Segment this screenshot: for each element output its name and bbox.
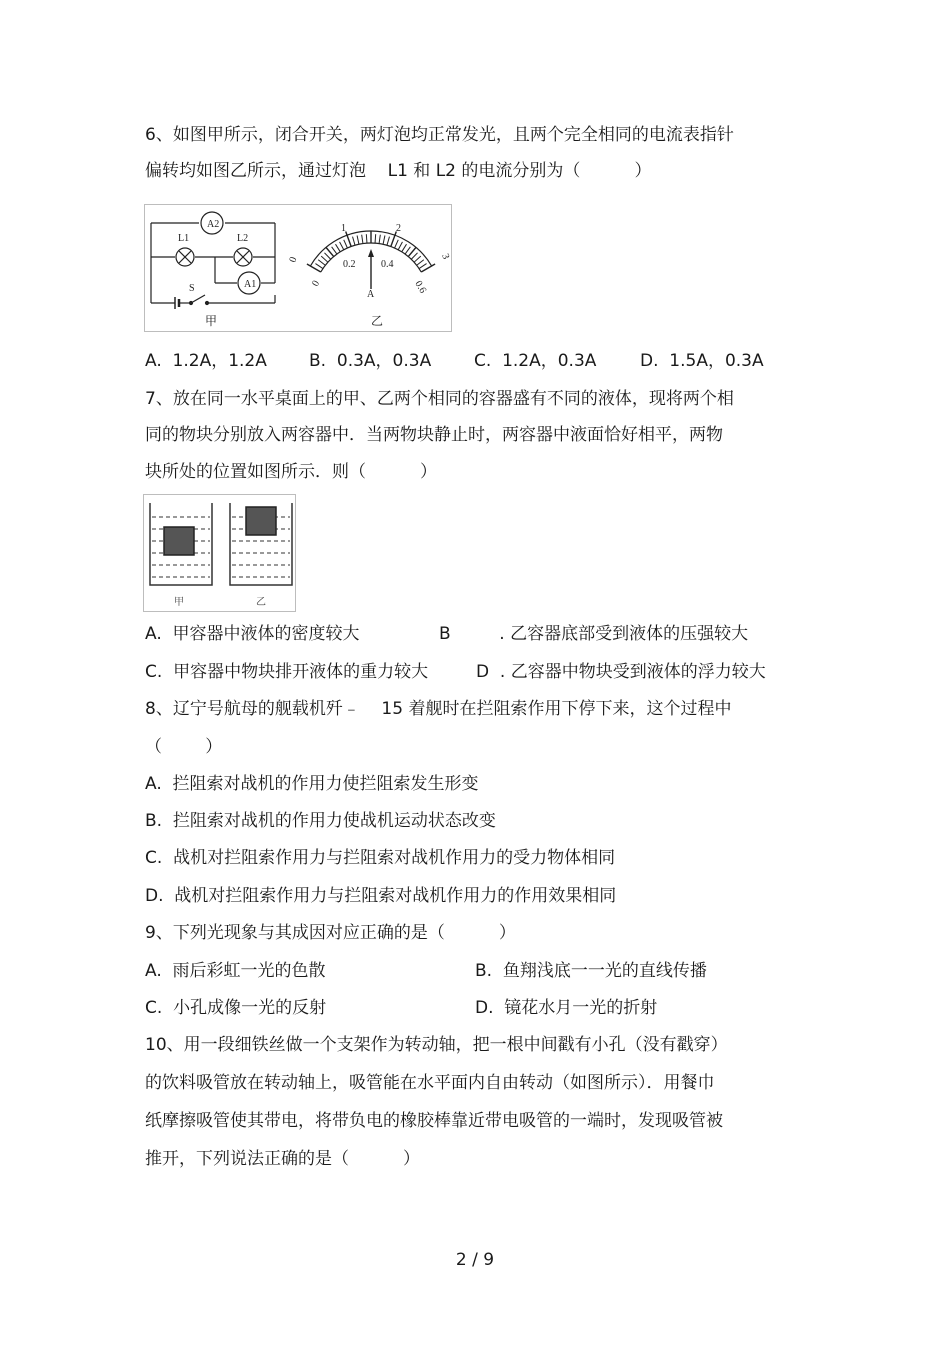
q9-option-b[interactable]: B. 鱼翔浅底一一光的直线传播 <box>475 961 707 981</box>
dial-tick <box>411 253 417 259</box>
dial-bottom-02: 0.2 <box>343 259 356 270</box>
dial-needle-label: A <box>367 289 375 300</box>
q6-option-c[interactable]: C. 1.2A，0.3A <box>474 351 597 371</box>
block-jia-icon <box>164 527 194 555</box>
dial-tick <box>318 260 325 266</box>
q8-option-d[interactable]: D. 战机对拦阻索作用力与拦阻索对战机作用力的作用效果相同 <box>145 886 617 906</box>
block-yi-icon <box>246 507 276 535</box>
q6-option-d[interactable]: D. 1.5A，0.3A <box>640 351 764 371</box>
a2-label: A2 <box>207 219 220 230</box>
dial-bottom-06: 0.6 <box>412 279 429 296</box>
dial-tick <box>402 244 407 252</box>
a1-label: A1 <box>244 279 257 290</box>
dial-tick <box>398 242 402 250</box>
dial-tick <box>324 253 330 259</box>
q8-option-a[interactable]: A. 拦阻索对战机的作用力使拦阻索发生形变 <box>145 774 479 794</box>
dial-tick <box>353 237 355 246</box>
dial-tick <box>417 260 424 266</box>
q9-option-a[interactable]: A. 雨后彩虹一光的色散 <box>145 961 326 981</box>
q7-figure <box>143 494 296 612</box>
dial-top-1: 1 <box>341 223 346 234</box>
dial-top-2: 2 <box>396 223 401 234</box>
q7-stem-line2: 同的物块分别放入两容器中．当两物块静止时，两容器中液面恰好相平，两物 <box>145 425 723 445</box>
q7-option-a[interactable]: A. 甲容器中液体的密度较大 <box>145 624 360 644</box>
q9-option-c[interactable]: C. 小孔成像一光的反射 <box>145 998 327 1018</box>
q7-fig-yi-label: 乙 <box>256 597 266 608</box>
q10-stem-line1: 10、用一段细铁丝做一个支架作为转动轴，把一根中间戳有小孔（没有戳穿） <box>145 1035 728 1055</box>
q10-stem-line2: 的饮料吸管放在转动轴上，吸管能在水平面内自由转动（如图所示）．用餐巾 <box>145 1073 715 1093</box>
dial-tick <box>362 235 363 244</box>
l1-label: L1 <box>178 233 190 244</box>
dial-tick <box>366 234 367 243</box>
dial-tick <box>414 256 421 262</box>
q8-option-b[interactable]: B. 拦阻索对战机的作用力使战机运动状态改变 <box>145 811 496 831</box>
q7-fig-jia-label: 甲 <box>174 597 184 608</box>
dial-tick <box>332 247 337 254</box>
dial-tick <box>335 244 340 252</box>
q6-option-a[interactable]: A. 1.2A，1.2A <box>145 351 267 371</box>
dial-tick <box>344 240 348 248</box>
fig-jia-label: 甲 <box>205 314 218 328</box>
dial-tick <box>379 235 380 244</box>
q10-stem-line4: 推开，下列说法正确的是（ ） <box>145 1149 421 1169</box>
l2-label: L2 <box>237 233 249 244</box>
q6-stem-line1: 6、如图甲所示，闭合开关，两灯泡均正常发光，且两个完全相同的电流表指针 <box>145 125 734 145</box>
switch-label: S <box>189 283 195 294</box>
q7-option-c[interactable]: C. 甲容器中物块排开液体的重力较大 <box>145 662 429 682</box>
q9-stem-line1: 9、下列光现象与其成因对应正确的是（ ） <box>145 923 516 943</box>
dial-tick <box>315 264 322 269</box>
q7-option-d[interactable]: D . 乙容器中物块受到液体的浮力较大 <box>476 662 766 682</box>
dial-top-3: 3 <box>439 252 451 261</box>
q7-option-b[interactable]: B . 乙容器底部受到液体的压强较大 <box>439 624 749 644</box>
dial-tick <box>340 242 344 250</box>
q9-option-d[interactable]: D. 镜花水月一光的折射 <box>475 998 658 1018</box>
q10-stem-line3: 纸摩擦吸管使其带电，将带负电的橡胶棒靠近带电吸管的一端时，发现吸管被 <box>145 1111 723 1131</box>
q8-stem-line1: 8、辽宁号航母的舰载机歼﹣ 15 着舰时在拦阻索作用下停下来，这个过程中 <box>145 699 732 719</box>
q6-stem-line2: 偏转均如图乙所示，通过灯泡 L1 和 L2 的电流分别为（ ） <box>145 161 652 181</box>
dial-tick <box>387 237 389 246</box>
q8-stem-line2: （ ） <box>145 737 223 757</box>
q8-option-c[interactable]: C. 战机对拦阻索作用力与拦阻索对战机作用力的受力物体相同 <box>145 848 616 868</box>
q7-stem-line1: 7、放在同一水平桌面上的甲、乙两个相同的容器盛有不同的液体，现将两个相 <box>145 389 734 409</box>
dial-bottom-04: 0.4 <box>381 259 394 270</box>
dial-tick <box>375 234 376 243</box>
dial-tick <box>321 256 328 262</box>
dial-tick <box>419 264 426 269</box>
dial-bottom-0: 0 <box>310 278 323 289</box>
dial-tick <box>383 235 385 244</box>
page-number: 2 / 9 <box>455 1250 495 1270</box>
q6-option-b[interactable]: B. 0.3A，0.3A <box>309 351 432 371</box>
dial-tick <box>357 235 359 244</box>
q7-stem-line3: 块所处的位置如图所示．则（ ） <box>145 462 438 482</box>
q6-figure-svg <box>145 205 451 331</box>
dial-tick <box>395 240 399 248</box>
fig-yi-label: 乙 <box>371 314 384 328</box>
q6-figure <box>144 204 452 332</box>
dial-tick <box>405 247 410 254</box>
dial-top-0: 0 <box>287 255 300 265</box>
